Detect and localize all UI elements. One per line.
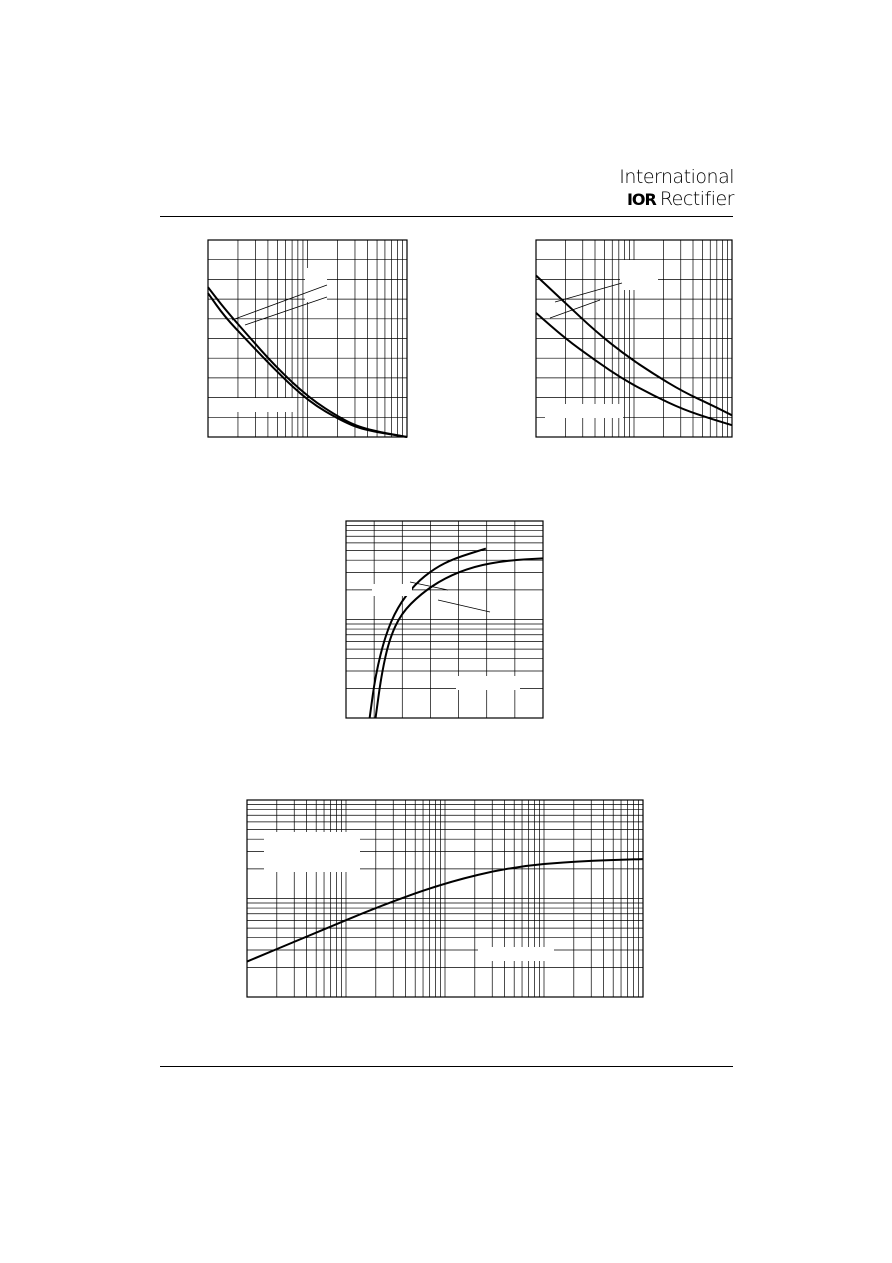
leader-line bbox=[438, 600, 490, 612]
brand-name: Rectifier bbox=[659, 188, 734, 210]
leader-line bbox=[232, 285, 327, 320]
label-block bbox=[456, 676, 520, 690]
fig-bottom bbox=[247, 800, 643, 997]
series-line-2 bbox=[376, 558, 543, 718]
label-block bbox=[264, 832, 360, 872]
leader-line bbox=[550, 300, 600, 318]
label-block bbox=[620, 260, 658, 290]
brand-mark: IOR bbox=[626, 190, 656, 209]
label-block bbox=[372, 584, 412, 596]
grid bbox=[247, 800, 643, 997]
series-line-1 bbox=[370, 549, 486, 718]
label-block bbox=[305, 268, 327, 302]
brand-line1: International bbox=[619, 166, 734, 188]
label-block bbox=[545, 404, 623, 418]
label-block bbox=[215, 398, 293, 412]
label-block bbox=[478, 947, 554, 961]
